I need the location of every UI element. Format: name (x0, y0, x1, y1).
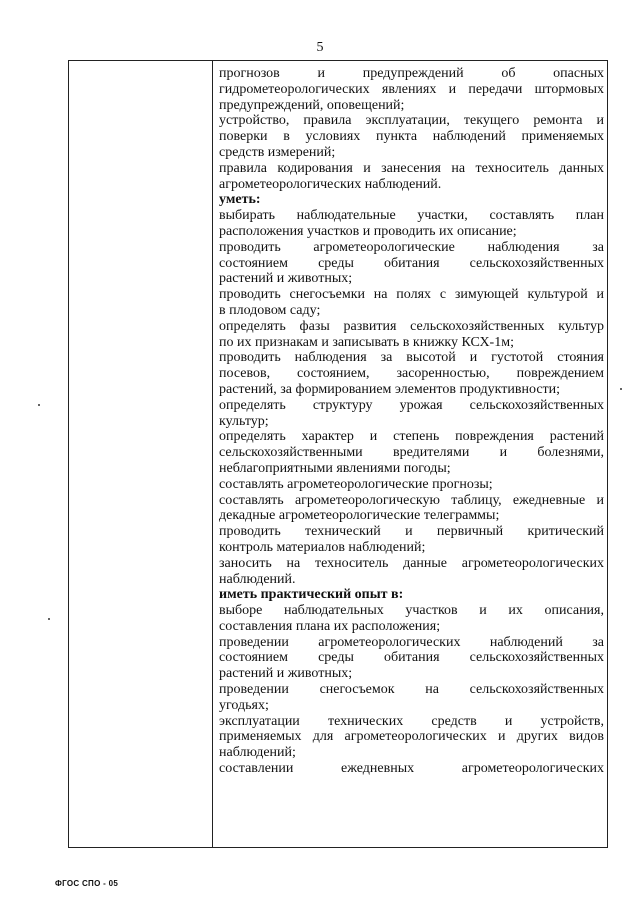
text-line: правила кодирования и занесения на техноситель данных (219, 160, 604, 176)
text-line: угодьях; (219, 697, 269, 713)
text-line: неблагоприятными явлениями погоды; (219, 460, 451, 476)
text-line: гидрометеорологических явлениях и передачи штормовых (219, 81, 604, 97)
text-line: составлять агрометеорологическую таблицу, ежедневные и (219, 492, 604, 508)
text-line: эксплуатации технических средств и устройств, (219, 713, 604, 729)
text-line: растений, за формированием элементов продуктивности; (219, 381, 561, 397)
text-line: поверки в условиях пункта наблюдений применяемых (219, 129, 604, 145)
text-line: культур; (219, 413, 269, 429)
text-line: составлении ежедневных агрометеорологических (219, 761, 604, 777)
text-line: контроль материалов наблюдений; (219, 539, 426, 555)
text-line: проводить агрометеорологические наблюдения за (219, 239, 604, 255)
table-content-cell (219, 66, 604, 777)
text-line: наблюдений. (219, 571, 296, 587)
text-line: сельскохозяйственными вредителями и болезнями, (219, 445, 604, 461)
text-line: выборе наблюдательных участков и их описания, (219, 603, 604, 619)
text-line: состоянием среды обитания сельскохозяйственных (219, 650, 604, 666)
text-line: составления плана их расположения; (219, 618, 441, 634)
page-number: 5 (316, 40, 324, 55)
text-line: применяемых для агрометеорологических и других видов (219, 729, 604, 745)
text-line: посевов, состоянием, засоренностью, повреждением (219, 366, 604, 382)
table-left-column (69, 61, 213, 847)
text-line: проводить снегосъемки на полях с зимующей культурой и (219, 287, 604, 303)
text-line: агрометеорологических наблюдений. (219, 176, 442, 192)
text-line: определять фазы развития сельскохозяйственных культур (219, 318, 604, 334)
text-line: прогнозов и предупреждений об опасных (219, 66, 604, 81)
text-line: проведении агрометеорологических наблюдений за (219, 634, 604, 650)
text-line: предупреждений, оповещений; (219, 97, 405, 113)
text-line: устройство, правила эксплуатации, текущего ремонта и (219, 113, 604, 129)
text-line: средств измерений; (219, 144, 336, 160)
text-line: наблюдений; (219, 745, 296, 761)
scan-speck (620, 388, 622, 390)
text-line: проводить наблюдения за высотой и густотой стояния (219, 350, 604, 366)
section-heading: уметь: (219, 192, 261, 208)
text-line: определять характер и степень повреждения растений (219, 429, 604, 445)
text-line: составлять агрометеорологические прогнозы; (219, 476, 493, 492)
scan-speck (48, 618, 50, 620)
text-line: выбирать наблюдательные участки, составлять план (219, 208, 604, 224)
text-line: заносить на техноситель данные агрометеорологических (219, 555, 604, 571)
scan-speck (38, 404, 40, 406)
text-line: растений и животных; (219, 271, 353, 287)
text-line: в плодовом саду; (219, 302, 321, 318)
text-line: определять структуру урожая сельскохозяйственных (219, 397, 604, 413)
text-line: проведении снегосъемок на сельскохозяйственных (219, 682, 604, 698)
text-line: расположения участков и проводить их описание; (219, 223, 517, 239)
document-table (68, 60, 608, 848)
text-line: проводить технический и первичный критический (219, 524, 604, 540)
document-footer: ФГОС СПО - 05 (55, 879, 119, 888)
text-line: по их признакам и записывать в книжку КСХ-1м; (219, 334, 514, 350)
text-line: состоянием среды обитания сельскохозяйственных (219, 255, 604, 271)
text-line: растений и животных; (219, 666, 353, 682)
section-heading: иметь практический опыт в: (219, 587, 404, 603)
text-line: декадные агрометеорологические телеграммы; (219, 508, 500, 524)
